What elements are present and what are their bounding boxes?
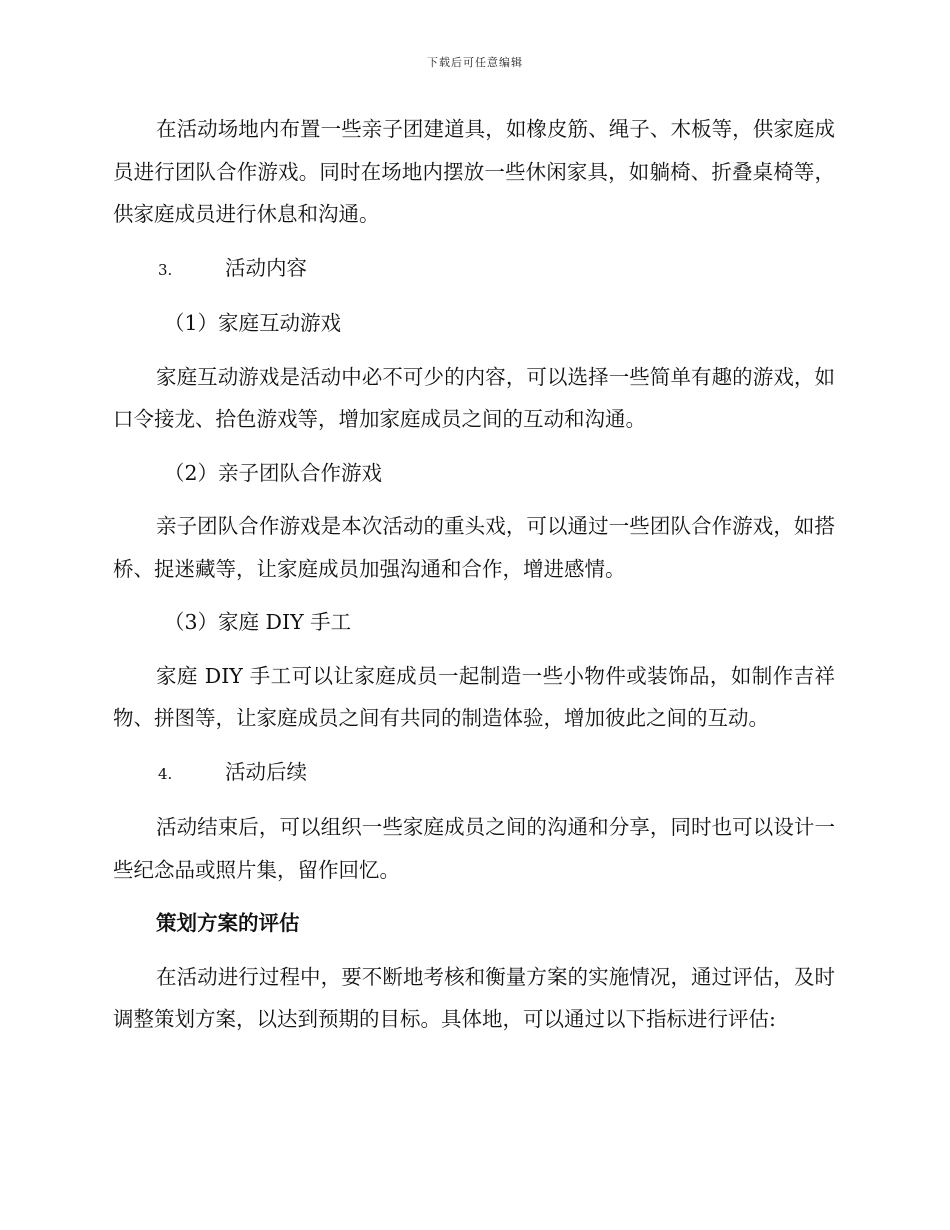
paragraph-venue-setup: 在活动场地内布置一些亲子团建道具，如橡皮筋、绳子、木板等，供家庭成员进行团队合作游戏。同时在场地内摆放一些休闲家具，如躺椅、折叠桌椅等，供家庭成员进行休息和沟通。 (113, 117, 835, 226)
subheading-family-games: （1）家庭互动游戏 (164, 311, 342, 335)
subheading-team-games: （2）亲子团队合作游戏 (164, 460, 383, 485)
section-heading-activity-content (113, 247, 835, 292)
page-header: 下载后可任意编辑 (427, 56, 523, 69)
paragraph-family-games: 家庭互动游戏是活动中必不可少的内容，可以选择一些简单有趣的游戏，如口令接龙、拾色游戏等，增加家庭成员之间的互动和沟通。 (113, 364, 835, 431)
section-number: 3. (158, 260, 173, 279)
paragraph-team-games: 亲子团队合作游戏是本次活动的重头戏，可以通过一些团队合作游戏，如搭桥、捉迷藏等，让家庭成员加强沟通和合作，增进感情。 (113, 514, 835, 581)
paragraph-evaluation: 在活动进行过程中，要不断地考核和衡量方案的实施情况，通过评估，及时调整策划方案，以达到预期的目标。具体地，可以通过以下指标进行评估: (113, 964, 835, 1031)
paragraph-follow-up: 活动结束后，可以组织一些家庭成员之间的沟通和分享，同时也可以设计一些纪念品或照片集，留作回忆。 (113, 815, 835, 882)
section-title: 活动内容 (225, 255, 307, 280)
section-title: 活动后续 (225, 759, 307, 784)
heading-plan-evaluation: 策划方案的评估 (156, 911, 300, 935)
paragraph-diy-craft: 家庭 DIY 手工可以让家庭成员一起制造一些小物件或装饰品，如制作吉祥物、拼图等，让家庭成员之间有共同的制造体验，增加彼此之间的互动。 (113, 663, 835, 730)
section-number: 4. (158, 764, 173, 783)
section-heading-follow-up (113, 751, 835, 796)
document-body (113, 108, 835, 1041)
subheading-diy-craft: （3）家庭 DIY 手工 (164, 610, 352, 634)
